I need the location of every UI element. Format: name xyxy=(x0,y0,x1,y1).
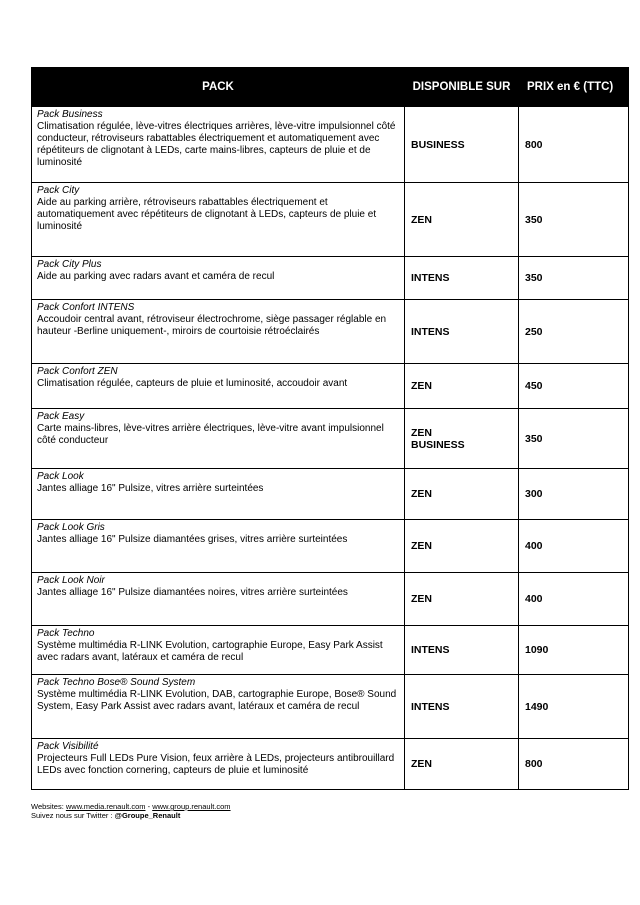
availability-cell: ZEN BUSINESS xyxy=(405,409,519,469)
table-row xyxy=(32,257,629,300)
availability-cell: ZEN xyxy=(405,573,519,626)
table-row xyxy=(32,626,629,675)
pack-description: Climatisation régulée, lève-vitres électriques arrières, lève-vitre impulsionnel côté conducteur, rétroviseurs rabattables électriquement et automatiquement avec répétiteurs de clignotant à LEDs, carte mains-libres, capteurs de pluie et de luminosité xyxy=(37,121,396,168)
pack-description: Système multimédia R-LINK Evolution, cartographie Europe, Easy Park Assist avec radars avant, latéraux et caméra de recul xyxy=(37,640,383,663)
table-row xyxy=(32,469,629,520)
pack-cell xyxy=(32,675,405,739)
table-row xyxy=(32,520,629,573)
pack-name: Pack City Plus xyxy=(37,259,102,270)
table-row xyxy=(32,183,629,257)
price-cell: 350 xyxy=(519,257,629,300)
pack-cell xyxy=(32,257,405,300)
pack-cell xyxy=(32,183,405,257)
price-cell: 250 xyxy=(519,300,629,364)
footer-websites xyxy=(31,802,231,811)
availability-cell: ZEN xyxy=(405,364,519,409)
availability-cell: ZEN xyxy=(405,739,519,790)
pack-description: Aide au parking avec radars avant et caméra de recul xyxy=(37,271,275,282)
pack-description: Accoudoir central avant, rétroviseur électrochrome, siège passager réglable en hauteur -Berline uniquement-, miroirs de courtoisie rétroéclairés xyxy=(37,314,387,337)
pack-cell xyxy=(32,409,405,469)
packs-table xyxy=(31,67,629,790)
pack-cell xyxy=(32,469,405,520)
price-cell: 400 xyxy=(519,573,629,626)
pack-description: Carte mains-libres, lève-vitres arrière électriques, lève-vitre avant impulsionnel côté conducteur xyxy=(37,423,384,446)
twitter-handle[interactable]: @Groupe_Renault xyxy=(114,811,181,820)
pack-cell xyxy=(32,626,405,675)
availability-cell: INTENS xyxy=(405,626,519,675)
price-cell: 800 xyxy=(519,107,629,183)
footer xyxy=(31,802,231,820)
price-cell: 450 xyxy=(519,364,629,409)
pack-description: Jantes alliage 16" Pulsize diamantées noires, vitres arrière surteintées xyxy=(37,587,348,598)
availability-cell: ZEN xyxy=(405,520,519,573)
table-row xyxy=(32,300,629,364)
availability-cell: ZEN xyxy=(405,183,519,257)
media-link[interactable]: www.media.renault.com xyxy=(65,802,146,811)
websites-label: Websites: xyxy=(31,802,64,811)
pack-cell xyxy=(32,107,405,183)
pack-description: Système multimédia R-LINK Evolution, DAB, cartographie Europe, Bose® Sound System, Easy Park Assist avec radars avant, latéraux et caméra de recul xyxy=(37,689,397,712)
link-separator: - xyxy=(145,802,153,811)
pack-description: Jantes alliage 16" Pulsize diamantées grises, vitres arrière surteintées xyxy=(37,534,348,545)
pack-description: Jantes alliage 16" Pulsize, vitres arrière surteintées xyxy=(37,483,264,494)
header-prix: PRIX en € (TTC) xyxy=(519,68,629,107)
group-link[interactable]: www.group.renault.com xyxy=(152,802,231,811)
table-header-row xyxy=(32,68,629,107)
pack-name: Pack Techno Bose® Sound System xyxy=(37,677,196,688)
availability-cell: INTENS xyxy=(405,257,519,300)
twitter-label: Suivez nous sur Twitter : xyxy=(31,811,115,820)
pack-description: Aide au parking arrière, rétroviseurs rabattables électriquement et automatiquement avec répétiteurs de clignotant à LEDs, capteurs de pluie et luminosité xyxy=(37,197,377,232)
table-row xyxy=(32,675,629,739)
table-row xyxy=(32,409,629,469)
pack-cell xyxy=(32,520,405,573)
price-cell: 800 xyxy=(519,739,629,790)
pack-cell xyxy=(32,300,405,364)
availability-cell: BUSINESS xyxy=(405,107,519,183)
pack-description: Projecteurs Full LEDs Pure Vision, feux arrière à LEDs, projecteurs antibrouillard LEDs avec fonction cornering, capteurs de pluie et luminosité xyxy=(37,753,395,776)
pack-name: Pack Confort INTENS xyxy=(37,302,135,313)
availability-cell: ZEN xyxy=(405,469,519,520)
pack-cell xyxy=(32,573,405,626)
price-cell: 350 xyxy=(519,409,629,469)
pack-cell xyxy=(32,364,405,409)
price-cell: 1490 xyxy=(519,675,629,739)
pack-name: Pack Techno xyxy=(37,628,95,639)
pack-name: Pack Business xyxy=(37,109,103,120)
footer-twitter xyxy=(31,811,231,820)
table-row xyxy=(32,364,629,409)
pack-name: Pack Look Noir xyxy=(37,575,105,586)
pack-name: Pack Look xyxy=(37,471,84,482)
table-row xyxy=(32,739,629,790)
header-disponible: DISPONIBLE SUR xyxy=(405,68,519,107)
header-pack: PACK xyxy=(32,68,405,107)
availability-cell: INTENS xyxy=(405,300,519,364)
price-cell: 400 xyxy=(519,520,629,573)
pack-name: Pack City xyxy=(37,185,80,196)
pack-name: Pack Visibilité xyxy=(37,741,99,752)
pack-name: Pack Confort ZEN xyxy=(37,366,118,377)
table-row xyxy=(32,573,629,626)
availability-cell: INTENS xyxy=(405,675,519,739)
pack-name: Pack Easy xyxy=(37,411,85,422)
price-cell: 300 xyxy=(519,469,629,520)
pack-cell xyxy=(32,739,405,790)
table-row xyxy=(32,107,629,183)
price-cell: 350 xyxy=(519,183,629,257)
pack-name: Pack Look Gris xyxy=(37,522,105,533)
pack-description: Climatisation régulée, capteurs de pluie et luminosité, accoudoir avant xyxy=(37,378,348,389)
price-cell: 1090 xyxy=(519,626,629,675)
